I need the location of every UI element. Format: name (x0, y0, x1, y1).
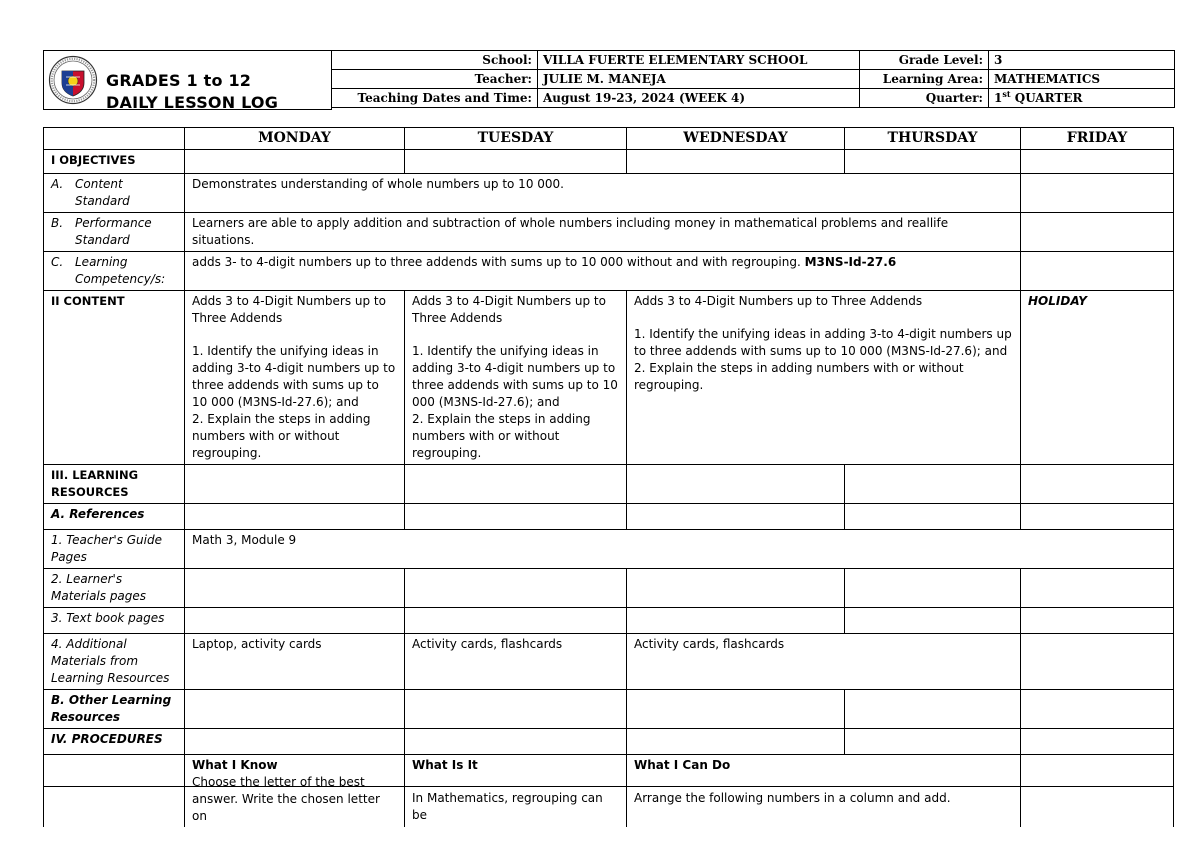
learning-area-label: Learning Area: (860, 70, 989, 89)
references-heading: A. References (44, 504, 185, 530)
content-monday (185, 291, 405, 465)
quarter-number: 1 (994, 91, 1003, 105)
cell (185, 729, 405, 755)
cell (185, 150, 405, 174)
teachers-guide-value: Math 3, Module 9 (185, 530, 1174, 569)
textbook-row (44, 608, 1174, 634)
content-tuesday-title: Adds 3 to 4-Digit Numbers up to Three Addends (412, 294, 606, 325)
cell (1021, 252, 1174, 291)
cell (1021, 465, 1174, 504)
procedure-wednesday (627, 755, 1021, 828)
cell (1021, 690, 1174, 729)
daily-lesson-log-table (43, 127, 1174, 827)
procedure-wednesday-title: What I Can Do (634, 758, 731, 772)
learning-competency-label (44, 252, 185, 291)
cell (845, 608, 1021, 634)
content-standard-label (44, 174, 185, 213)
objectives-row (44, 150, 1174, 174)
teacher-value: JULIE M. MANEJA (538, 70, 860, 89)
quarter-value (989, 89, 1175, 108)
learning-competency-letter: C. (51, 255, 64, 269)
cell (405, 465, 627, 504)
content-standard-letter: A. (51, 177, 64, 191)
school-value: VILLA FUERTE ELEMENTARY SCHOOL (538, 51, 860, 70)
cell (627, 150, 845, 174)
day-header-wednesday: WEDNESDAY (627, 128, 845, 150)
learning-competency-row (44, 252, 1174, 291)
cell (627, 608, 845, 634)
grade-level-label: Grade Level: (860, 51, 989, 70)
cell (1021, 504, 1174, 530)
content-monday-item-2: 2. Explain the steps in adding numbers with or without regrouping. (192, 412, 371, 460)
info-row-school (332, 51, 1175, 70)
objectives-heading: I OBJECTIVES (44, 150, 185, 174)
learning-area-value: MATHEMATICS (989, 70, 1175, 89)
other-resources-row (44, 690, 1174, 729)
additional-materials-tuesday: Activity cards, flashcards (405, 634, 627, 690)
performance-standard-row (44, 213, 1174, 252)
cell (627, 729, 845, 755)
page-cut-line (43, 786, 1174, 787)
procedures-row (44, 729, 1174, 755)
title-line-2: DAILY LESSON LOG (106, 93, 279, 112)
content-tuesday (405, 291, 627, 465)
additional-materials-label: 4. Additional Materials from Learning Resources (44, 634, 185, 690)
cell (44, 755, 185, 828)
cell (1021, 174, 1174, 213)
day-header-tuesday: TUESDAY (405, 128, 627, 150)
content-standard-row (44, 174, 1174, 213)
cell (405, 504, 627, 530)
additional-materials-monday: Laptop, activity cards (185, 634, 405, 690)
cell (185, 690, 405, 729)
performance-standard-label (44, 213, 185, 252)
quarter-word: QUARTER (1014, 91, 1083, 105)
cell (845, 504, 1021, 530)
cell (1021, 608, 1174, 634)
learners-materials-label: 2. Learner's Materials pages (44, 569, 185, 608)
procedure-tuesday (405, 755, 627, 828)
cell (627, 504, 845, 530)
cell (405, 608, 627, 634)
content-standard-value: Demonstrates understanding of whole numbers up to 10 000. (185, 174, 1021, 213)
other-resources-label: B. Other Learning Resources (44, 690, 185, 729)
corner-cell (44, 128, 185, 150)
learners-materials-row (44, 569, 1174, 608)
procedures-detail-row (44, 755, 1174, 828)
cell (185, 608, 405, 634)
quarter-label: Quarter: (860, 89, 989, 108)
performance-standard-letter: B. (51, 216, 64, 230)
cell (1021, 729, 1174, 755)
content-heading: II CONTENT (44, 291, 185, 465)
cell (845, 150, 1021, 174)
procedure-monday-text-1: Choose the letter of the best (192, 775, 365, 789)
references-row (44, 504, 1174, 530)
content-wednesday-item-2: 2. Explain the steps in adding numbers with or without regrouping. (634, 361, 964, 392)
learning-competency-description: adds 3- to 4-digit numbers up to three addends with sums up to 10 000 without and with regrouping. (192, 255, 801, 269)
lesson-info-table (331, 50, 1175, 108)
content-friday-holiday: HOLIDAY (1021, 291, 1174, 465)
content-tuesday-item-2: 2. Explain the steps in adding numbers with or without regrouping. (412, 412, 591, 460)
cell (627, 465, 845, 504)
content-standard-text: Content Standard (75, 177, 130, 208)
day-header-friday: FRIDAY (1021, 128, 1174, 150)
cell (185, 465, 405, 504)
additional-materials-row (44, 634, 1174, 690)
school-label: School: (332, 51, 538, 70)
learning-resources-row (44, 465, 1174, 504)
performance-standard-value: Learners are able to apply addition and subtraction of whole numbers including money in mathematical problems and reallife situations. (185, 213, 1021, 252)
day-header-row (44, 128, 1174, 150)
grade-level-value: 3 (989, 51, 1175, 70)
cell (1021, 150, 1174, 174)
cell (405, 569, 627, 608)
document-title (106, 70, 278, 114)
procedure-tuesday-text: In Mathematics, regrouping can be (412, 791, 603, 822)
cell (845, 729, 1021, 755)
learning-resources-heading: III. LEARNING RESOURCES (44, 465, 185, 504)
textbook-label: 3. Text book pages (44, 608, 185, 634)
cell (845, 465, 1021, 504)
teachers-guide-row (44, 530, 1174, 569)
learning-competency-value (185, 252, 1021, 291)
procedure-monday (185, 755, 405, 828)
procedure-tuesday-title: What Is It (412, 758, 478, 772)
content-wednesday (627, 291, 1021, 465)
procedure-wednesday-text: Arrange the following numbers in a column and add. (634, 791, 951, 805)
title-line-1: GRADES 1 to 12 (106, 71, 252, 90)
cell (845, 690, 1021, 729)
cell (627, 569, 845, 608)
content-monday-title: Adds 3 to 4-Digit Numbers up to Three Addends (192, 294, 386, 325)
cell (405, 729, 627, 755)
info-row-teacher (332, 70, 1175, 89)
content-monday-item-1: 1. Identify the unifying ideas in adding 3-to 4-digit numbers up to three addends with sums up to 10 000 (M3NS-Id-27.6); and (192, 344, 396, 409)
content-row (44, 291, 1174, 465)
cell (405, 690, 627, 729)
cell (1021, 634, 1174, 690)
cell (185, 504, 405, 530)
quarter-ordinal: st (1002, 89, 1011, 99)
learning-competency-text: Learning Competency/s: (75, 255, 166, 286)
additional-materials-wednesday: Activity cards, flashcards (627, 634, 1021, 690)
cell (1021, 755, 1174, 828)
day-header-monday: MONDAY (185, 128, 405, 150)
content-wednesday-item-1: 1. Identify the unifying ideas in adding 3-to 4-digit numbers up to three addends with sums up to 10 000 (M3NS-Id-27.6); and (634, 327, 1012, 358)
cell (1021, 213, 1174, 252)
teaching-dates-value: August 19-23, 2024 (WEEK 4) (538, 89, 860, 108)
content-tuesday-item-1: 1. Identify the unifying ideas in adding 3-to 4-digit numbers up to three addends with sums up to 10 000 (M3NS-Id-27.6); and (412, 344, 618, 409)
cell (627, 690, 845, 729)
day-header-thursday: THURSDAY (845, 128, 1021, 150)
content-wednesday-title: Adds 3 to 4-Digit Numbers up to Three Addends (634, 294, 923, 308)
procedure-monday-title: What I Know (192, 758, 278, 772)
procedures-heading: IV. PROCEDURES (44, 729, 185, 755)
teachers-guide-label: 1. Teacher's Guide Pages (44, 530, 185, 569)
procedure-monday-text-2: answer. Write the chosen letter on (192, 792, 380, 823)
cell (1021, 569, 1174, 608)
cell (845, 569, 1021, 608)
deped-seal-icon (48, 55, 98, 105)
cell (185, 569, 405, 608)
performance-standard-text: Performance Standard (75, 216, 152, 247)
teaching-dates-label: Teaching Dates and Time: (332, 89, 538, 108)
cell (405, 150, 627, 174)
learning-competency-code: M3NS-Id-27.6 (804, 255, 897, 269)
teacher-label: Teacher: (332, 70, 538, 89)
info-row-dates (332, 89, 1175, 108)
